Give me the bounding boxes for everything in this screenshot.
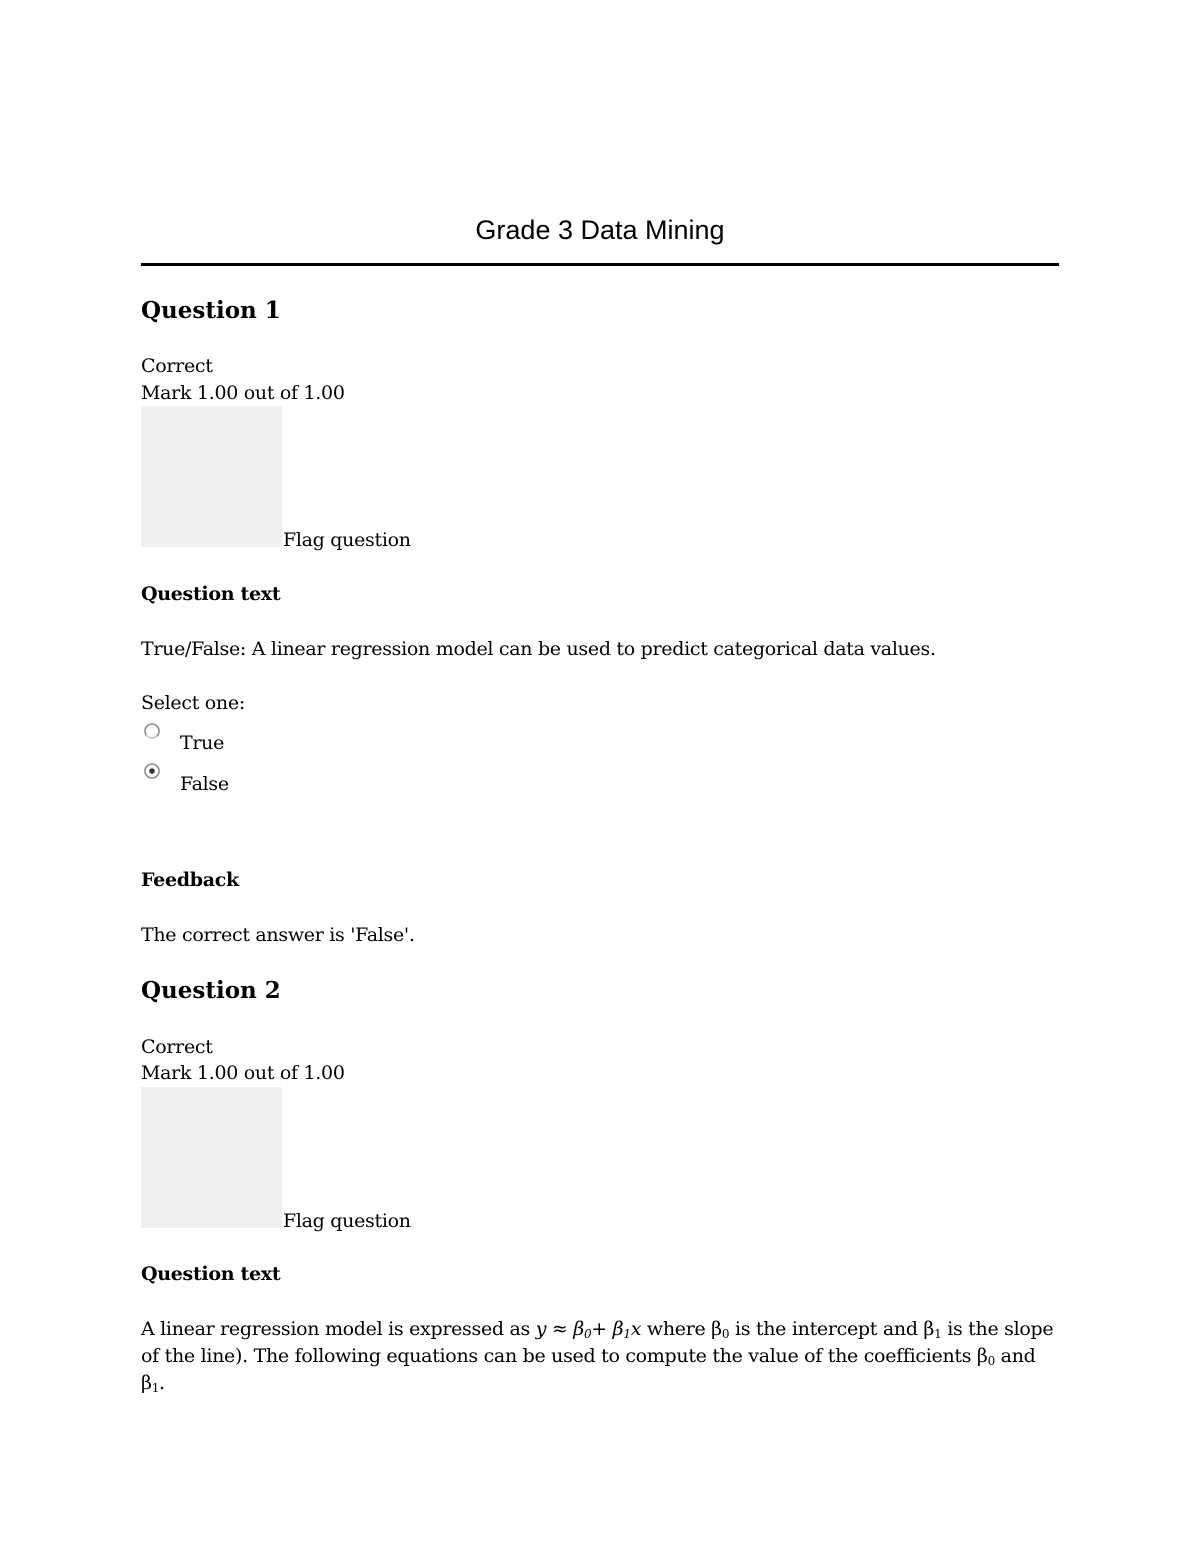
question-1-flag-link[interactable]: Flag question [283,529,411,551]
question-1-prompt: Select one: [141,692,245,714]
option-false-label[interactable]: False [180,773,229,795]
page-title: Grade 3 Data Mining [475,215,725,245]
radio-false[interactable] [143,762,163,782]
option-true-label[interactable]: True [180,732,225,754]
feedback-text: The correct answer is 'False'. [141,924,415,946]
question-1-status: Correct [141,355,213,377]
title-divider [141,263,1059,266]
question-2-heading: Question 2 [141,977,281,1004]
radio-true[interactable] [143,722,163,742]
feedback-heading: Feedback [141,869,239,891]
question-2-status: Correct [141,1036,213,1058]
question-2-mark: Mark 1.00 out of 1.00 [141,1062,345,1084]
question-1-text: True/False: A linear regression model can be used to predict categorical data values. [141,638,936,660]
question-2-text: A linear regression model is expressed as $y \approx \beta_0+ \beta_1x$ where $\beta_0$ is the intercept and $\beta_1$ is the slope of the line). The following equations can be used to compute the value of the coefficients $\beta_0$ and $\beta_1$. [141,1318,1054,1395]
question-2-flag-image[interactable] [141,1087,282,1228]
radio-false-selected-dot [149,768,155,774]
question-2-text-heading: Question text [141,1263,281,1285]
question-1-text-heading: Question text [141,583,281,605]
question-1-heading: Question 1 [141,297,281,324]
question-1-mark: Mark 1.00 out of 1.00 [141,382,345,404]
question-1-flag-image[interactable] [141,406,282,547]
question-2-flag-link[interactable]: Flag question [283,1210,411,1232]
